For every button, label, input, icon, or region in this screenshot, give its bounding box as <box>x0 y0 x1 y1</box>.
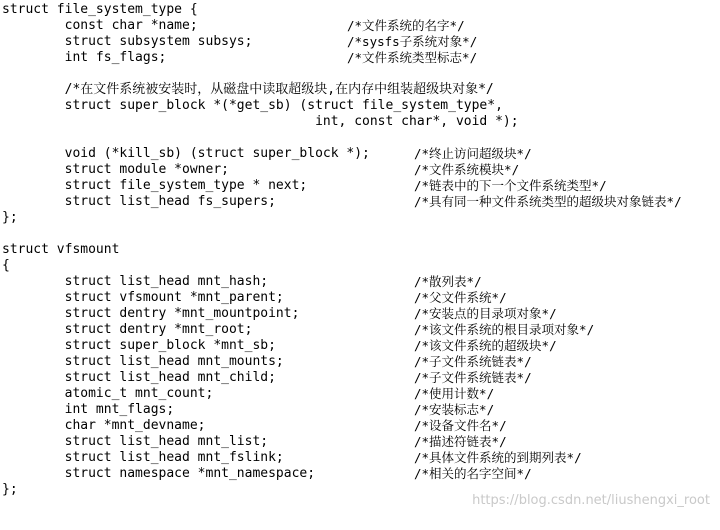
code-text: struct vfsmount <box>2 242 120 257</box>
struct-close-line <box>2 210 718 226</box>
comment-text: /*安装标志*/ <box>414 402 495 417</box>
struct-open-brace-line <box>2 258 718 274</box>
code-line <box>2 434 718 450</box>
code-text: }; <box>2 210 18 225</box>
comment-text: /*终止访问超级块*/ <box>414 146 532 161</box>
comment-text: /*该文件系统的根目录项对象*/ <box>414 322 595 337</box>
watermark-text: https://blog.csdn.net/liushengxi_root <box>472 493 710 508</box>
comment-text: /*该文件系统的超级块*/ <box>414 338 557 353</box>
code-text: struct dentry *mnt_mountpoint; <box>2 306 300 321</box>
code-text: }; <box>2 482 18 497</box>
comment-text: /*具体文件系统的到期列表*/ <box>414 450 582 465</box>
comment-text: /*相关的名字空间*/ <box>414 466 532 481</box>
comment-text: /*子文件系统链表*/ <box>414 354 532 369</box>
comment-text: /*链表中的下一个文件系统类型*/ <box>414 178 607 193</box>
code-text: struct vfsmount *mnt_parent; <box>2 290 284 305</box>
code-line <box>2 338 718 354</box>
code-text: { <box>2 258 10 273</box>
comment-text: /*文件系统类型标志*/ <box>347 50 478 65</box>
comment-text: /*具有同一种文件系统类型的超级块对象链表*/ <box>414 194 682 209</box>
comment-line <box>2 82 718 98</box>
struct-header-line <box>2 2 718 18</box>
blank-line <box>2 130 718 146</box>
code-text: struct list_head mnt_list; <box>2 434 269 449</box>
code-text: int mnt_flags; <box>2 402 175 417</box>
code-text: struct namespace *mnt_namespace; <box>2 466 316 481</box>
comment-text: /*sysfs子系统对象*/ <box>347 34 478 49</box>
comment-text: /*文件系统的名字*/ <box>347 18 465 33</box>
code-text: struct super_block *mnt_sb; <box>2 338 276 353</box>
code-text: struct list_head mnt_fslink; <box>2 450 284 465</box>
code-line <box>2 34 718 50</box>
comment-text: /*在文件系统被安装时，从磁盘中读取超级块,在内存中组装超级块对象*/ <box>2 82 494 97</box>
code-line <box>2 322 718 338</box>
code-line <box>2 146 718 162</box>
comment-text: /*文件系统模块*/ <box>414 162 520 177</box>
comment-text: /*父文件系统*/ <box>414 290 507 305</box>
code-line <box>2 98 718 114</box>
code-text: const char *name; <box>2 18 198 33</box>
code-text: atomic_t mnt_count; <box>2 386 214 401</box>
code-line <box>2 290 718 306</box>
code-line <box>2 274 718 290</box>
code-text: char *mnt_devname; <box>2 418 206 433</box>
code-text: struct super_block *(*get_sb) (struct file_system_type*, <box>2 98 503 113</box>
blank-line <box>2 226 718 242</box>
comment-text: /*安装点的目录项对象*/ <box>414 306 557 321</box>
code-text: struct dentry *mnt_root; <box>2 322 253 337</box>
comment-text: /*子文件系统链表*/ <box>414 370 532 385</box>
code-text: struct list_head mnt_mounts; <box>2 354 284 369</box>
code-line <box>2 354 718 370</box>
code-text: int, const char*, void *); <box>2 114 519 129</box>
code-line <box>2 162 718 178</box>
comment-text: /*描述符链表*/ <box>414 434 507 449</box>
code-line <box>2 50 718 66</box>
code-line <box>2 466 718 482</box>
blank-line <box>2 66 718 82</box>
code-text: void (*kill_sb) (struct super_block *); <box>2 146 370 161</box>
comment-text: /*设备文件名*/ <box>414 418 507 433</box>
comment-text: /*使用计数*/ <box>414 386 495 401</box>
code-text: struct list_head mnt_child; <box>2 370 276 385</box>
code-line <box>2 194 718 210</box>
comment-text: /*散列表*/ <box>414 274 482 289</box>
code-line <box>2 402 718 418</box>
code-text: struct file_system_type { <box>2 2 198 17</box>
code-text: struct list_head mnt_hash; <box>2 274 269 289</box>
code-text: struct subsystem subsys; <box>2 34 253 49</box>
code-text: struct file_system_type * next; <box>2 178 308 193</box>
code-line <box>2 450 718 466</box>
code-line <box>2 370 718 386</box>
code-listing <box>2 2 718 498</box>
code-text: struct list_head fs_supers; <box>2 194 276 209</box>
code-line <box>2 114 718 130</box>
code-line <box>2 18 718 34</box>
code-line <box>2 306 718 322</box>
code-line <box>2 418 718 434</box>
struct-header-line <box>2 242 718 258</box>
code-line <box>2 386 718 402</box>
code-text: int fs_flags; <box>2 50 167 65</box>
code-text: struct module *owner; <box>2 162 229 177</box>
code-line <box>2 178 718 194</box>
